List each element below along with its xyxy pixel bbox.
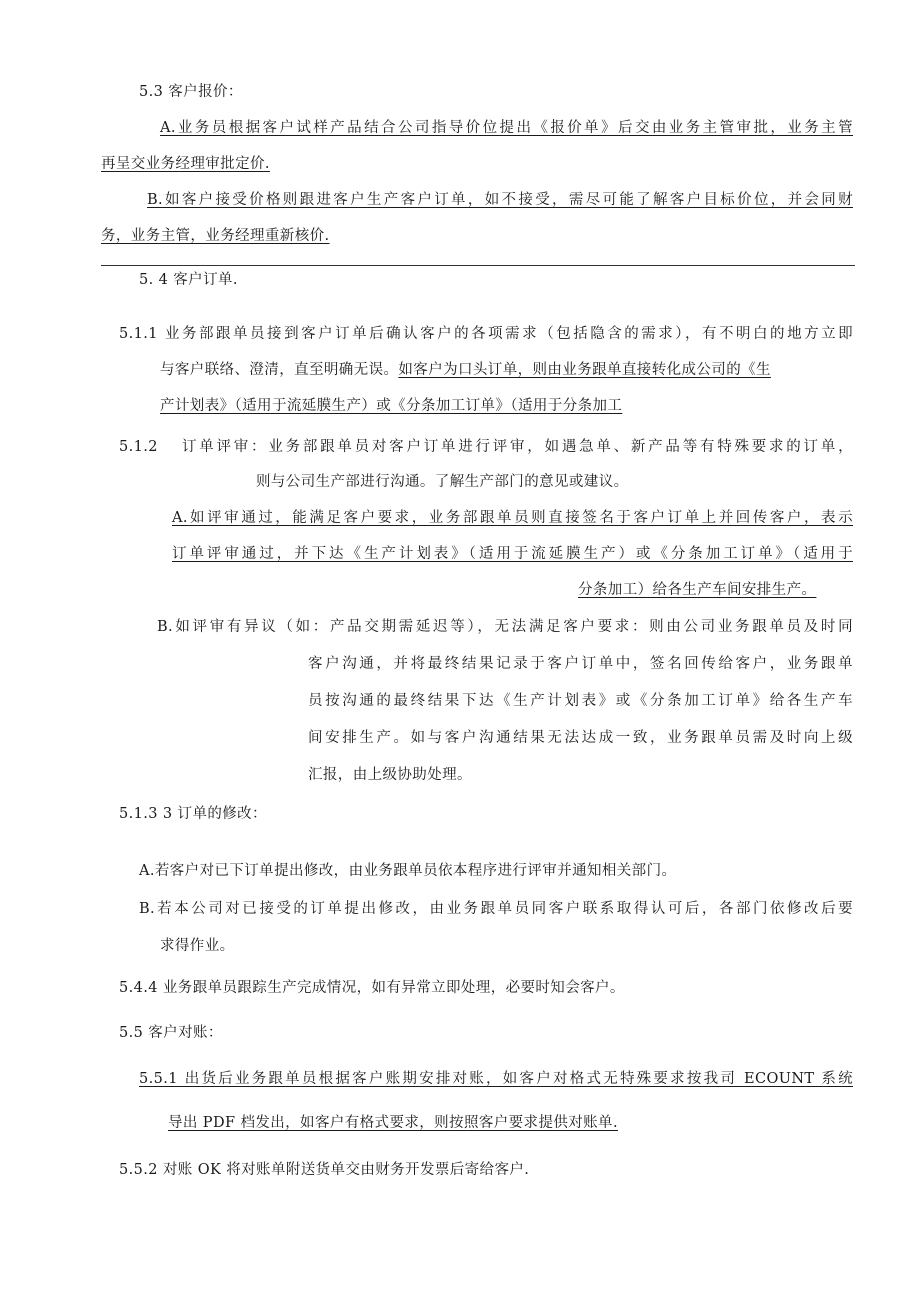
section-5-3-title: 5.3 客户报价： bbox=[139, 84, 243, 100]
clause-5-1-3-b-line2: 求得作业。 bbox=[160, 938, 235, 954]
clause-5-1-2-b-line4: 间安排生产。如与客户沟通结果无法达成一致，业务跟单员需及时向上级 bbox=[308, 730, 853, 746]
clause-5-5-2: 5.5.2 对账 OK 将对账单附送货单交由财务开发票后寄给客户. bbox=[119, 1162, 530, 1178]
section-5-5-title: 5.5 客户对账： bbox=[119, 1025, 223, 1041]
clause-5-5-1-line2: 导出 PDF 档发出，如客户有格式要求，则按照客户要求提供对账单. bbox=[168, 1115, 618, 1131]
clause-5-5-1-line1: 5.5.1 出货后业务跟单员根据客户账期安排对账，如客户对格式无特殊要求按我司 ECOUNT 系统 bbox=[139, 1071, 853, 1087]
clause-5-1-1-line3: 产计划表》（适用于流延膜生产）或《分条加工订单》（适用于分条加工 bbox=[160, 398, 623, 414]
section-5-3-b-line2: 务，业务主管，业务经理重新核价. bbox=[101, 228, 330, 244]
clause-5-1-2-b-line3: 员按沟通的最终结果下达《生产计划表》或《分条加工订单》给各生产车 bbox=[308, 693, 853, 709]
clause-5-1-2-a-line2: 订单评审通过，并下达《生产计划表》（适用于流延膜生产）或《分条加工订单》（适用于 bbox=[172, 546, 853, 562]
clause-5-1-2-a-line3: 分条加工）给各生产车间安排生产。 bbox=[578, 582, 817, 598]
clause-5-1-2-b-line5: 汇报，由上级协助处理。 bbox=[308, 767, 472, 783]
section-5-3-a-line1: A.业务员根据客户试样产品结合公司指导价位提出《报价单》后交由业务主管审批，业务主管 bbox=[160, 120, 853, 136]
section-divider bbox=[101, 265, 855, 266]
section-5-4-title: 5. 4 客户订单. bbox=[139, 272, 238, 288]
section-5-3-a-line2: 再呈交业务经理审批定价. bbox=[101, 156, 270, 172]
clause-5-1-1-line1: 5.1.1 业务部跟单员接到客户订单后确认客户的各项需求（包括隐含的需求），有不明白的地方立即 bbox=[119, 326, 853, 342]
clause-5-1-1-line2-underlined: 如客户为口头订单，则由业务跟单直接转化成公司的《生 bbox=[398, 362, 771, 378]
clause-5-1-1-line2-plain: 与客户联络、澄清，直至明确无误。 bbox=[160, 362, 399, 378]
clause-5-1-3-title: 5.1.3 3 订单的修改： bbox=[119, 806, 267, 822]
section-5-3-b-line1: B.如客户接受价格则跟进客户生产客户订单，如不接受，需尽可能了解客户目标价位，并会同财 bbox=[147, 192, 853, 208]
clause-5-1-2-number: 5.1.2 bbox=[119, 439, 158, 455]
clause-5-1-2-line2: 则与公司生产部进行沟通。了解生产部门的意见或建议。 bbox=[256, 474, 629, 490]
clause-5-1-2-b-line1: B.如评审有异议（如：产品交期需延迟等），无法满足客户要求：则由公司业务跟单员及时同 bbox=[157, 619, 853, 635]
clause-5-1-1-line2 bbox=[160, 360, 771, 380]
clause-5-1-3-b-line1: B.若本公司对已接受的订单提出修改，由业务跟单员同客户联系取得认可后，各部门依修改后要 bbox=[139, 901, 853, 917]
clause-5-4-4: 5.4.4 业务跟单员跟踪生产完成情况，如有异常立即处理，必要时知会客户。 bbox=[119, 980, 625, 996]
clause-5-1-3-a: A.若客户对已下订单提出修改，由业务跟单员依本程序进行评审并通知相关部门。 bbox=[139, 863, 677, 879]
clause-5-1-2-b-line2: 客户沟通，并将最终结果记录于客户订单中，签名回传给客户，业务跟单 bbox=[308, 656, 853, 672]
clause-5-1-2-a-line1: A.如评审通过，能满足客户要求，业务部跟单员则直接签名于客户订单上并回传客户，表示 bbox=[172, 510, 853, 526]
clause-5-1-2-line1: 订单评审：业务部跟单员对客户订单进行评审，如遇急单、新产品等有特殊要求的订单， bbox=[182, 439, 853, 455]
